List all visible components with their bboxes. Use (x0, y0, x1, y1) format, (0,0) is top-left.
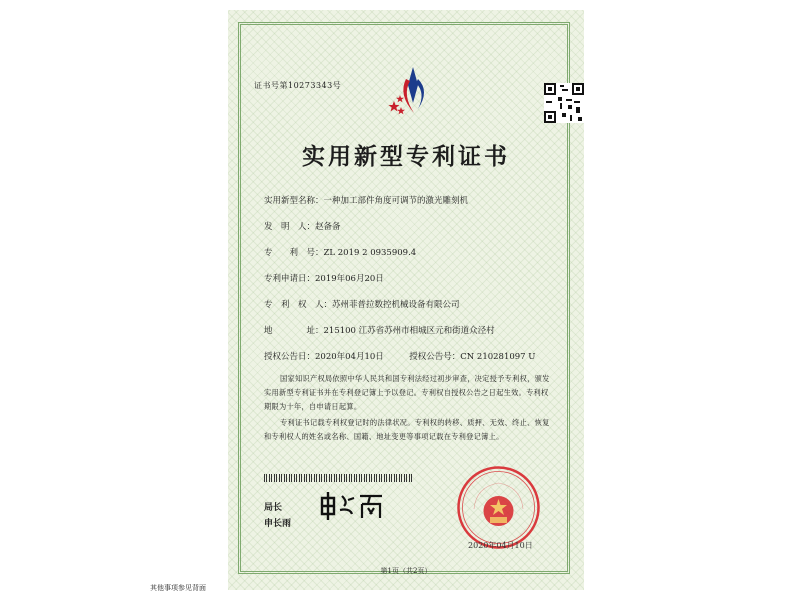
footnote: 其他事项参见背面 (150, 584, 206, 592)
field-value: 一种加工部件角度可调节的激光雕刻机 (323, 196, 469, 206)
signatory-role: 局长 (264, 503, 283, 513)
field-grant-date (264, 350, 535, 362)
field-value: 215100 江苏省苏州市相城区元和街道众泾村 (323, 326, 495, 336)
field-value: 2020年04月10日 授权公告号：CN 210281097 U (315, 352, 536, 362)
field-label: 专利申请日： (264, 274, 316, 284)
handwritten-signature (318, 488, 388, 524)
field-label: 实用新型名称： (264, 196, 324, 206)
qr-code-icon (544, 83, 584, 123)
field-value: 苏州菲普拉数控机械设备有限公司 (332, 300, 460, 310)
certificate-number: 证书号第10273343号 (254, 81, 342, 90)
field-label: 专 利 号： (264, 248, 324, 258)
legal-status-statement: 专利证书记载专利权登记时的法律状况。专利权的转移、质押、无效、终止、恢复和专利权人的姓名或名称、国籍、地址变更等事项记载在专利登记簿上。 (264, 418, 550, 441)
patent-certificate (228, 10, 584, 590)
field-inventor (264, 220, 341, 232)
cnipa-logo-icon (388, 65, 438, 120)
field-value: ZL 2019 2 0935909.4 (323, 248, 417, 258)
field-value: 赵备备 (315, 222, 341, 232)
field-label: 发 明 人： (264, 222, 316, 232)
certificate-title: 实用新型专利证书 (302, 143, 510, 170)
field-address (264, 324, 495, 336)
field-utility-model-name (264, 194, 468, 206)
field-value: 2019年06月20日 (315, 274, 384, 284)
seal-date: 2020年04月10日 (468, 541, 533, 550)
official-seal-icon (456, 465, 541, 550)
field-patentee (264, 298, 460, 310)
signatory-name: 申长雨 (264, 519, 292, 529)
page-number: 第1页（共2页） (380, 567, 432, 575)
grant-statement: 国家知识产权局依照中华人民共和国专利法经过初步审查，决定授予专利权，颁发实用新型专利证书并在专利登记簿上予以登记。专利权自授权公告之日起生效。专利权期限为十年，自申请日起算。 (264, 374, 550, 411)
field-application-date (264, 272, 384, 284)
barcode-icon (264, 474, 414, 482)
field-label: 专 利 权 人： (264, 300, 333, 310)
field-label: 地 址： (264, 326, 324, 336)
field-label: 授权公告日： (264, 352, 316, 362)
field-patent-number (264, 246, 416, 258)
